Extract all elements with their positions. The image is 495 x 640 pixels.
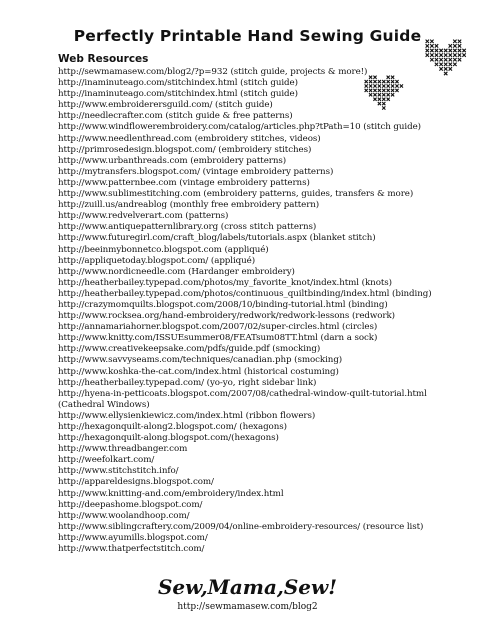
footer-url[interactable]: http://sewmamasew.com/blog2 — [177, 602, 318, 612]
stitch-mark — [395, 89, 398, 92]
stitch-mark — [444, 49, 447, 52]
stitch-mark — [453, 49, 456, 52]
stitch-mark — [435, 53, 438, 56]
resource-link[interactable]: http://deepashome.blogspot.com/ — [58, 499, 203, 510]
resource-link[interactable]: http://weefolkart.com/ — [58, 455, 155, 466]
stitch-mark — [426, 53, 429, 56]
resource-link[interactable]: http://www.knitty.com/ISSUEsummer08/FEATsum08TT.html (darn a sock) — [58, 333, 378, 344]
stitch-mark — [378, 98, 381, 101]
stitch-mark — [387, 80, 390, 83]
stitch-mark — [369, 80, 372, 83]
stitch-mark — [453, 53, 456, 56]
stitch-mark — [444, 67, 447, 70]
resource-link[interactable]: http://www.embroiderersguild.com/ (stitch guide) — [58, 100, 273, 111]
stitch-mark — [439, 58, 442, 61]
resource-link[interactable]: http://heatherbailey.typepad.com/photos/continuous_quiltbinding/index.html (binding) — [58, 288, 432, 299]
stitch-mark — [382, 106, 385, 109]
stitch-mark — [382, 98, 385, 101]
stitch-mark — [387, 89, 390, 92]
resource-link[interactable]: http://beeinmybonnetco.blogspot.com (appliqué) — [58, 244, 269, 255]
stitch-mark — [387, 98, 390, 101]
resource-link[interactable]: http://needlecrafter.com (stitch guide & free patterns) — [58, 111, 293, 122]
stitch-mark — [395, 80, 398, 83]
resource-link[interactable]: (Cathedral Windows) — [58, 399, 150, 410]
resource-link[interactable]: http://heatherbailey.typepad.com/photos/my_favorite_knot/index.html (knots) — [58, 277, 392, 288]
resource-link[interactable]: http://www.ayumills.blogspot.com/ — [58, 532, 208, 543]
stitch-mark — [426, 40, 429, 43]
stitch-mark — [373, 89, 376, 92]
resource-link[interactable]: http://www.koshka-the-cat.com/index.html (historical costuming) — [58, 366, 339, 377]
resource-link[interactable]: http://www.futuregirl.com/craft_blog/labels/tutorials.aspx (blanket stitch) — [58, 233, 376, 244]
stitch-mark — [453, 44, 456, 47]
resource-link[interactable]: http://www.nordicneedle.com (Hardanger embroidery) — [58, 266, 295, 277]
stitch-mark — [395, 84, 398, 87]
resource-link[interactable]: http://mytransfers.blogspot.com/ (vintage embroidery patterns) — [58, 166, 334, 177]
stitch-mark — [453, 40, 456, 43]
resource-link[interactable]: http://zuill.us/andreablog (monthly free embroidery pattern) — [58, 200, 320, 211]
stitch-mark — [378, 80, 381, 83]
resource-link[interactable]: http://appliquetoday.blogspot.com/ (appliqué) — [58, 255, 256, 266]
stitch-mark — [382, 80, 385, 83]
stitch-mark — [439, 53, 442, 56]
stitch-mark — [426, 49, 429, 52]
stitch-mark — [439, 49, 442, 52]
resource-link[interactable]: http://www.windflowerembroidery.com/catalog/articles.php?tPath=10 (stitch guide) — [58, 122, 421, 133]
stitch-mark — [435, 58, 438, 61]
stitch-mark — [369, 76, 372, 79]
stitch-mark — [430, 53, 433, 56]
stitch-mark — [458, 49, 461, 52]
resource-link[interactable]: http://www.knitting-and.com/embroidery/index.html — [58, 488, 284, 499]
resource-link[interactable]: http://crazymomquilts.blogspot.com/2008/10/binding-tutorial.html (binding) — [58, 299, 388, 310]
resource-link[interactable]: http://www.needlenthread.com (embroidery stitches, videos) — [58, 133, 321, 144]
stitch-mark — [391, 93, 394, 96]
stitch-mark — [382, 93, 385, 96]
resource-link[interactable]: http://www.threadbanger.com — [58, 444, 188, 455]
stitch-mark — [435, 44, 438, 47]
page-title: Perfectly Printable Hand Sewing Guide — [73, 27, 422, 45]
stitch-mark — [458, 44, 461, 47]
resource-link[interactable]: http://heatherbailey.typepad.com/ (yo-yo, right sidebar link) — [58, 377, 317, 388]
resource-link[interactable]: http://www.ellysienkiewicz.com/index.html (ribbon flowers) — [58, 410, 316, 421]
resource-link[interactable]: http://hexagonquilt-along2.blogspot.com/ (hexagons) — [58, 422, 287, 432]
section-heading: Web Resources — [58, 53, 149, 65]
resource-link[interactable]: http://www.redvelverart.com (patterns) — [58, 211, 229, 222]
stitch-mark — [453, 58, 456, 61]
stitch-mark — [387, 76, 390, 79]
resource-link[interactable]: http://www.patternbee.com (vintage embroidery patterns) — [58, 177, 310, 188]
stitch-mark — [391, 84, 394, 87]
stitch-mark — [430, 44, 433, 47]
resource-link[interactable]: http://www.sublimestitching.com (embroidery patterns, guides, transfers & more) — [58, 189, 414, 200]
stitch-mark — [444, 53, 447, 56]
stitch-mark — [378, 89, 381, 92]
stitch-mark — [449, 44, 452, 47]
stitch-mark — [382, 102, 385, 105]
resource-link[interactable]: http://www.savvyseams.com/techniques/canadian.php (smocking) — [58, 355, 343, 366]
stitch-mark — [391, 80, 394, 83]
cross-stitch-heart-icon — [425, 39, 471, 89]
stitch-mark — [369, 93, 372, 96]
stitch-mark — [400, 84, 403, 87]
resource-link[interactable]: http://hyena-in-petticoats.blogspot.com/2007/08/cathedral-window-quilt-tutorial.html — [58, 388, 427, 399]
resource-link[interactable]: http://www.siblingcraftery.com/2009/04/online-embroidery-resources/ (resource list) — [58, 521, 424, 532]
stitch-mark — [391, 89, 394, 92]
stitch-mark — [462, 49, 465, 52]
stitch-mark — [369, 89, 372, 92]
resource-link[interactable]: http://inaminuteago.com/stitchindex.html (stitch guide) — [58, 78, 298, 89]
stitch-mark — [458, 58, 461, 61]
stitch-mark — [430, 40, 433, 43]
stitch-mark — [453, 63, 456, 66]
resource-link[interactable]: http://www.creativekeepsake.com/pdfs/guide.pdf (smocking) — [58, 344, 321, 355]
stitch-mark — [439, 67, 442, 70]
resource-link[interactable]: http://hexagonquilt-along.blogspot.com/(hexagons) — [58, 433, 279, 444]
stitch-mark — [373, 80, 376, 83]
resource-link[interactable]: http://www.rocksea.org/hand-embroidery/redwork/redwork-lessons (redwork) — [58, 311, 395, 322]
stitch-mark — [449, 53, 452, 56]
resource-link[interactable]: http://sewmamasew.com/blog2/?p=932 (stitch guide, projects & more!) — [58, 67, 368, 77]
stitch-mark — [391, 76, 394, 79]
resource-list — [58, 67, 432, 555]
resource-link[interactable]: http://appareldesigns.blogspot.com/ — [58, 477, 214, 488]
stitch-mark — [439, 63, 442, 66]
cross-stitch-heart-icon — [364, 75, 406, 117]
stitch-mark — [449, 63, 452, 66]
stitch-mark — [373, 76, 376, 79]
stitch-mark — [365, 80, 368, 83]
stitch-mark — [458, 40, 461, 43]
stitch-mark — [449, 49, 452, 52]
stitch-mark — [435, 63, 438, 66]
resource-link[interactable]: http://www.antiquepatternlibrary.org (cross stitch patterns) — [58, 222, 317, 233]
resource-link[interactable]: http://annamariahorner.blogspot.com/2007/02/super-circles.html (circles) — [58, 322, 378, 333]
stitch-mark — [378, 84, 381, 87]
stitch-mark — [373, 93, 376, 96]
stitch-mark — [444, 63, 447, 66]
resource-link[interactable]: http://www.stitchstitch.info/ — [58, 466, 179, 477]
stitch-mark — [373, 84, 376, 87]
resource-link[interactable]: http://primrosedesign.blogspot.com/ (embroidery stitches) — [58, 144, 312, 155]
stitch-mark — [426, 44, 429, 47]
stitch-mark — [449, 67, 452, 70]
stitch-mark — [365, 84, 368, 87]
stitch-mark — [430, 58, 433, 61]
resource-link[interactable]: http://inaminuteago.com/stitchindex.html (stitch guide) — [58, 89, 298, 100]
stitch-mark — [444, 58, 447, 61]
resource-link[interactable]: http://www.woolandhoop.com/ — [58, 510, 190, 521]
footer-brand: Sew,Mama,Sew! — [157, 575, 338, 599]
stitch-mark — [430, 49, 433, 52]
stitch-mark — [387, 93, 390, 96]
stitch-mark — [387, 84, 390, 87]
stitch-mark — [462, 53, 465, 56]
stitch-mark — [444, 72, 447, 75]
resource-link[interactable]: http://www.urbanthreads.com (embroidery patterns) — [58, 155, 287, 166]
stitch-mark — [369, 84, 372, 87]
stitch-mark — [365, 89, 368, 92]
stitch-mark — [458, 53, 461, 56]
stitch-mark — [378, 102, 381, 105]
resource-link[interactable]: http://www.thatperfectstitch.com/ — [58, 544, 205, 555]
stitch-mark — [382, 84, 385, 87]
stitch-mark — [435, 49, 438, 52]
stitch-mark — [382, 89, 385, 92]
stitch-mark — [449, 58, 452, 61]
stitch-mark — [378, 93, 381, 96]
stitch-mark — [373, 98, 376, 101]
